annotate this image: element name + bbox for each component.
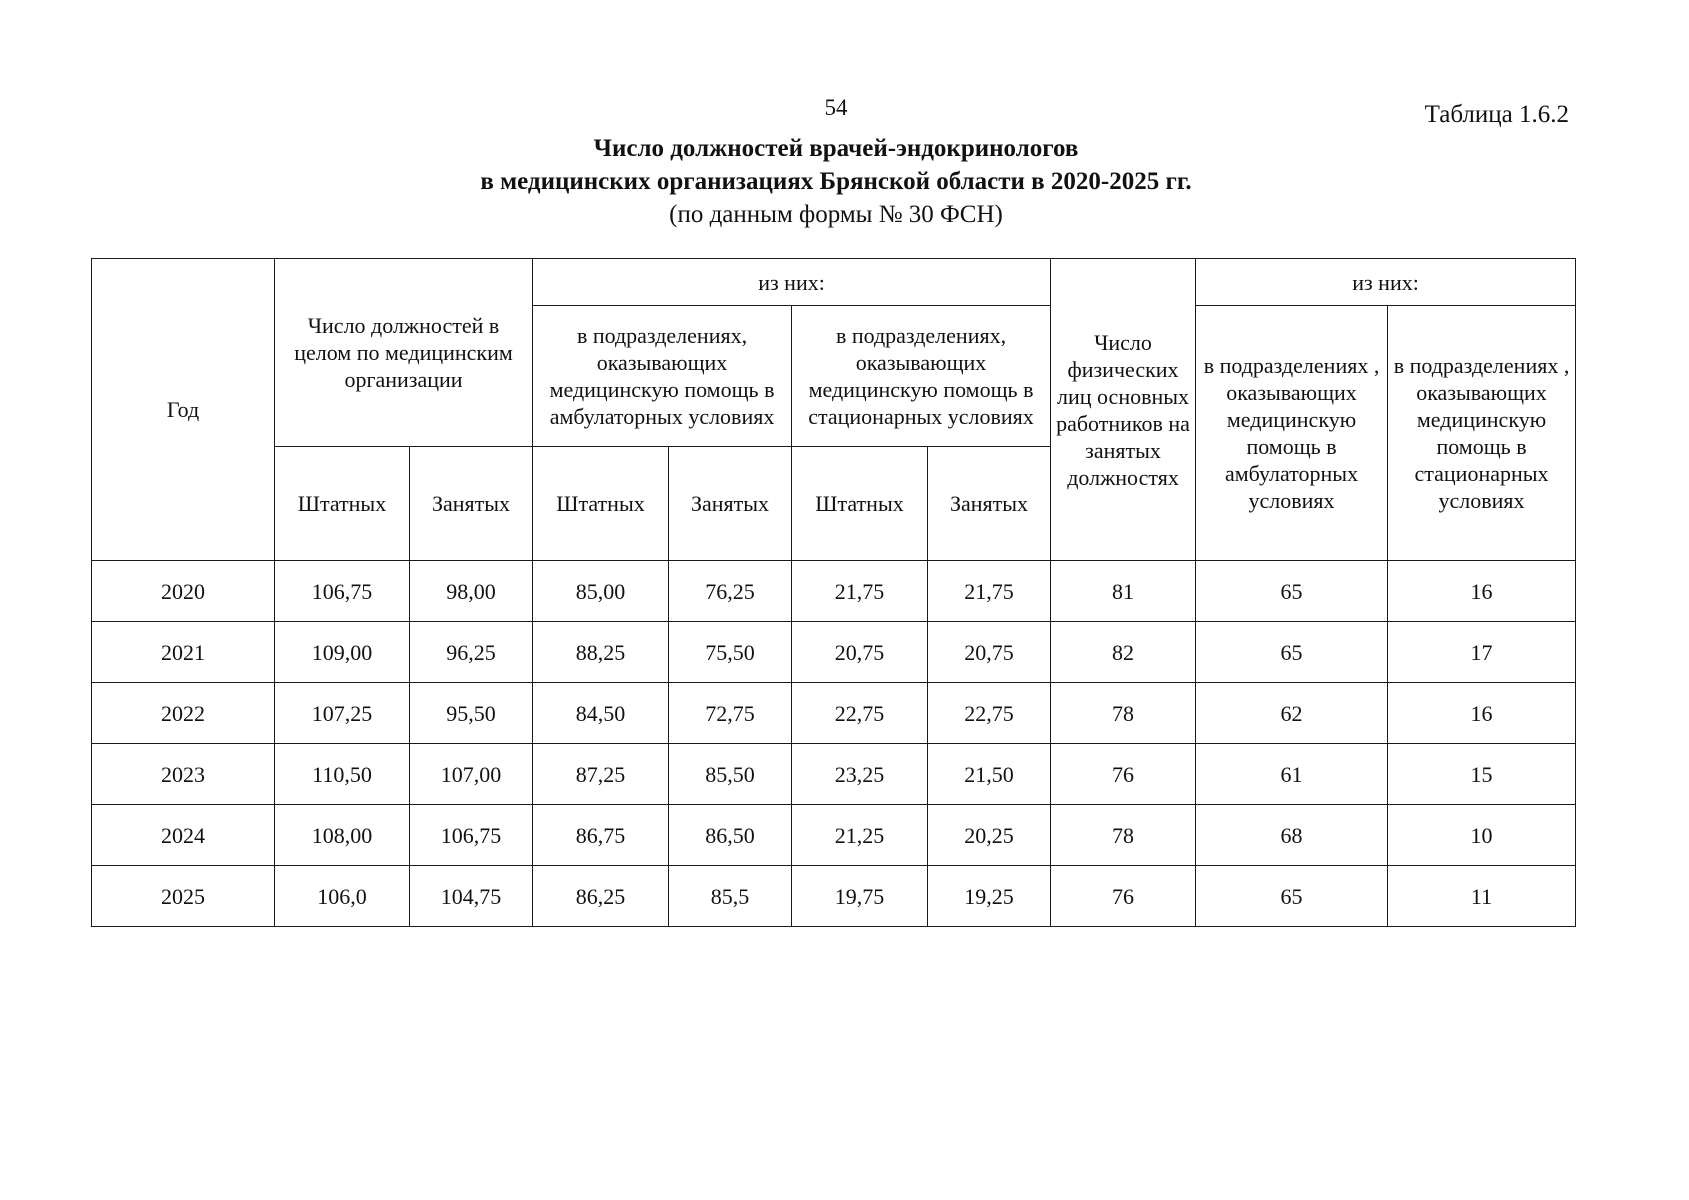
- cell-persons-inp: 16: [1388, 683, 1576, 744]
- cell-persons-inp: 16: [1388, 561, 1576, 622]
- cell-total-occupied: 98,00: [410, 561, 533, 622]
- header-total-staff: Штатных: [275, 447, 410, 561]
- cell-inp-occupied: 21,50: [928, 744, 1051, 805]
- cell-persons: 81: [1051, 561, 1196, 622]
- table-title: [0, 132, 1672, 231]
- cell-year: 2022: [92, 683, 275, 744]
- cell-total-occupied: 104,75: [410, 866, 533, 927]
- cell-total-occupied: 107,00: [410, 744, 533, 805]
- header-row-1: [92, 259, 1576, 306]
- header-of-them-left: из них:: [533, 259, 1051, 306]
- cell-persons-amb: 61: [1196, 744, 1388, 805]
- cell-persons: 78: [1051, 683, 1196, 744]
- cell-persons-inp: 17: [1388, 622, 1576, 683]
- page-number: 54: [824, 95, 848, 120]
- table-row: [92, 683, 1576, 744]
- cell-persons: 76: [1051, 866, 1196, 927]
- header-inp-occupied: Занятых: [928, 447, 1051, 561]
- header-inpatient-units: в подразделениях, оказывающих медицинскую помощь в стационарных условиях: [792, 306, 1051, 447]
- cell-persons-inp: 10: [1388, 805, 1576, 866]
- cell-inp-staff: 23,25: [792, 744, 928, 805]
- cell-persons-amb: 62: [1196, 683, 1388, 744]
- cell-amb-staff: 85,00: [533, 561, 669, 622]
- cell-total-staff: 109,00: [275, 622, 410, 683]
- cell-total-occupied: 95,50: [410, 683, 533, 744]
- header-year: Год: [92, 259, 275, 561]
- cell-inp-occupied: 20,25: [928, 805, 1051, 866]
- cell-inp-staff: 22,75: [792, 683, 928, 744]
- header-amb-staff: Штатных: [533, 447, 669, 561]
- cell-persons-amb: 68: [1196, 805, 1388, 866]
- cell-inp-occupied: 21,75: [928, 561, 1051, 622]
- header-amb-occupied: Занятых: [669, 447, 792, 561]
- cell-year: 2020: [92, 561, 275, 622]
- cell-year: 2024: [92, 805, 275, 866]
- cell-year: 2025: [92, 866, 275, 927]
- cell-inp-staff: 20,75: [792, 622, 928, 683]
- cell-amb-occupied: 76,25: [669, 561, 792, 622]
- cell-amb-staff: 88,25: [533, 622, 669, 683]
- title-line-1: Число должностей врачей-эндокринологов: [593, 135, 1079, 162]
- cell-persons-amb: 65: [1196, 866, 1388, 927]
- header-ambulatory-units: в подразделениях, оказывающих медицинскую помощь в амбулаторных условиях: [533, 306, 792, 447]
- cell-total-occupied: 106,75: [410, 805, 533, 866]
- cell-amb-staff: 86,75: [533, 805, 669, 866]
- cell-amb-occupied: 72,75: [669, 683, 792, 744]
- cell-persons-inp: 15: [1388, 744, 1576, 805]
- table-row: [92, 805, 1576, 866]
- cell-total-staff: 106,75: [275, 561, 410, 622]
- table-row: [92, 622, 1576, 683]
- cell-persons: 82: [1051, 622, 1196, 683]
- cell-persons: 76: [1051, 744, 1196, 805]
- cell-persons-amb: 65: [1196, 622, 1388, 683]
- cell-amb-staff: 84,50: [533, 683, 669, 744]
- header-total-occupied: Занятых: [410, 447, 533, 561]
- header-of-them-right: из них:: [1196, 259, 1576, 306]
- header-inpatient-persons: в подразделениях , оказывающих медицинскую помощь в стационарных условиях: [1388, 306, 1576, 561]
- cell-amb-staff: 87,25: [533, 744, 669, 805]
- title-line-2: в медицинских организациях Брянской области в 2020-2025 гг.: [480, 168, 1192, 195]
- header-inp-staff: Штатных: [792, 447, 928, 561]
- cell-total-staff: 107,25: [275, 683, 410, 744]
- cell-year: 2023: [92, 744, 275, 805]
- cell-inp-occupied: 20,75: [928, 622, 1051, 683]
- cell-persons-amb: 65: [1196, 561, 1388, 622]
- cell-amb-staff: 86,25: [533, 866, 669, 927]
- cell-inp-staff: 21,25: [792, 805, 928, 866]
- cell-total-occupied: 96,25: [410, 622, 533, 683]
- header-physical-persons: Число физических лиц основных работников на занятых должностях: [1051, 259, 1196, 561]
- cell-amb-occupied: 85,50: [669, 744, 792, 805]
- header-ambulatory-persons: в подразделениях , оказывающих медицинскую помощь в амбулаторных условиях: [1196, 306, 1388, 561]
- cell-year: 2021: [92, 622, 275, 683]
- table-row: [92, 561, 1576, 622]
- cell-inp-occupied: 19,25: [928, 866, 1051, 927]
- cell-inp-staff: 19,75: [792, 866, 928, 927]
- table-row: [92, 744, 1576, 805]
- cell-total-staff: 106,0: [275, 866, 410, 927]
- table-label: Таблица 1.6.2: [1424, 101, 1569, 128]
- cell-persons-inp: 11: [1388, 866, 1576, 927]
- cell-inp-occupied: 22,75: [928, 683, 1051, 744]
- header-total-positions: Число должностей в целом по медицинским организации: [275, 259, 533, 447]
- cell-amb-occupied: 85,5: [669, 866, 792, 927]
- table-row: [92, 866, 1576, 927]
- cell-inp-staff: 21,75: [792, 561, 928, 622]
- cell-amb-occupied: 86,50: [669, 805, 792, 866]
- cell-total-staff: 108,00: [275, 805, 410, 866]
- cell-persons: 78: [1051, 805, 1196, 866]
- title-line-3: (по данным формы № 30 ФСН): [669, 201, 1003, 228]
- cell-total-staff: 110,50: [275, 744, 410, 805]
- endocrinologist-positions-table: [91, 258, 1576, 927]
- cell-amb-occupied: 75,50: [669, 622, 792, 683]
